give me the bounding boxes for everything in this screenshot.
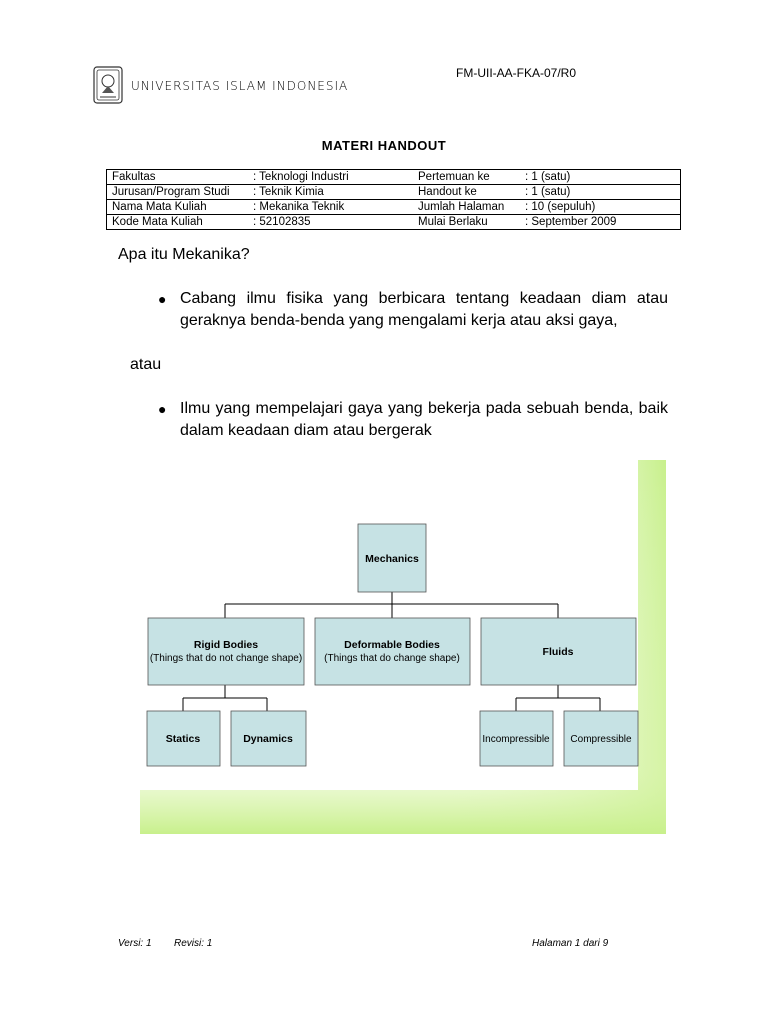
table-cell: Fakultas [112, 171, 156, 183]
table-cell: Jumlah Halaman [418, 201, 505, 213]
table-cell: Handout ke [418, 186, 477, 198]
table-cell: : 52102835 [253, 216, 311, 228]
connector-text: atau [130, 356, 162, 373]
incompressible-label: Incompressible [482, 734, 550, 745]
table-cell: Mulai Berlaku [418, 216, 488, 228]
footer-revision: Revisi: 1 [174, 938, 213, 949]
table-row [107, 200, 681, 215]
footer-page-number: Halaman 1 dari 9 [532, 938, 609, 949]
compressible-label: Compressible [570, 734, 632, 745]
mechanics-diagram [140, 460, 668, 836]
section-question: Apa itu Mekanika? [118, 246, 250, 263]
table-cell: Pertemuan ke [418, 171, 490, 183]
footer-version: Versi: 1 [118, 938, 152, 949]
table-cell: Kode Mata Kuliah [112, 216, 203, 228]
table-cell: Nama Mata Kuliah [112, 201, 207, 213]
deformable-bodies-label: Deformable Bodies [344, 639, 440, 651]
table-cell: : Teknologi Industri [253, 171, 349, 183]
table-cell: Jurusan/Program Studi [112, 186, 230, 198]
table-cell: : Teknik Kimia [253, 186, 324, 198]
info-table [106, 169, 681, 230]
rigid-bodies-sub: (Things that do not change shape) [149, 653, 303, 664]
rigid-bodies-box [148, 618, 304, 685]
university-name: UNIVERSITAS ISLAM INDONESIA [131, 79, 349, 93]
document-title: MATERI HANDOUT [321, 138, 447, 153]
dynamics-label: Dynamics [243, 733, 293, 745]
rigid-bodies-label: Rigid Bodies [193, 639, 259, 651]
table-row [107, 185, 681, 200]
table-cell: : 1 (satu) [525, 171, 571, 183]
university-logo-icon [93, 66, 123, 104]
mechanics-label: Mechanics [365, 553, 419, 565]
table-cell: : 1 (satu) [525, 186, 571, 198]
deformable-bodies-sub: (Things that do change shape) [324, 653, 460, 664]
deformable-bodies-box [315, 618, 470, 685]
fluids-label: Fluids [542, 646, 574, 658]
form-code: FM-UII-AA-FKA-07/R0 [456, 66, 577, 80]
bullet-text: Ilmu yang mempelajari gaya yang bekerja pada sebuah benda, baik dalam keadaan diam atau bergerak [180, 400, 668, 439]
bullet-icon: ● [158, 401, 167, 417]
table-cell: : Mekanika Teknik [253, 201, 345, 213]
table-row [107, 215, 681, 230]
table-cell: : 10 (sepuluh) [525, 201, 596, 213]
bullet-icon: ● [158, 291, 167, 307]
table-cell: : September 2009 [525, 216, 617, 228]
table-row [107, 170, 681, 185]
statics-label: Statics [165, 733, 201, 745]
bullet-text: Cabang ilmu fisika yang berbicara tentang keadaan diam atau geraknya benda-benda yang mengalami kerja atau aksi gaya, [180, 290, 668, 329]
